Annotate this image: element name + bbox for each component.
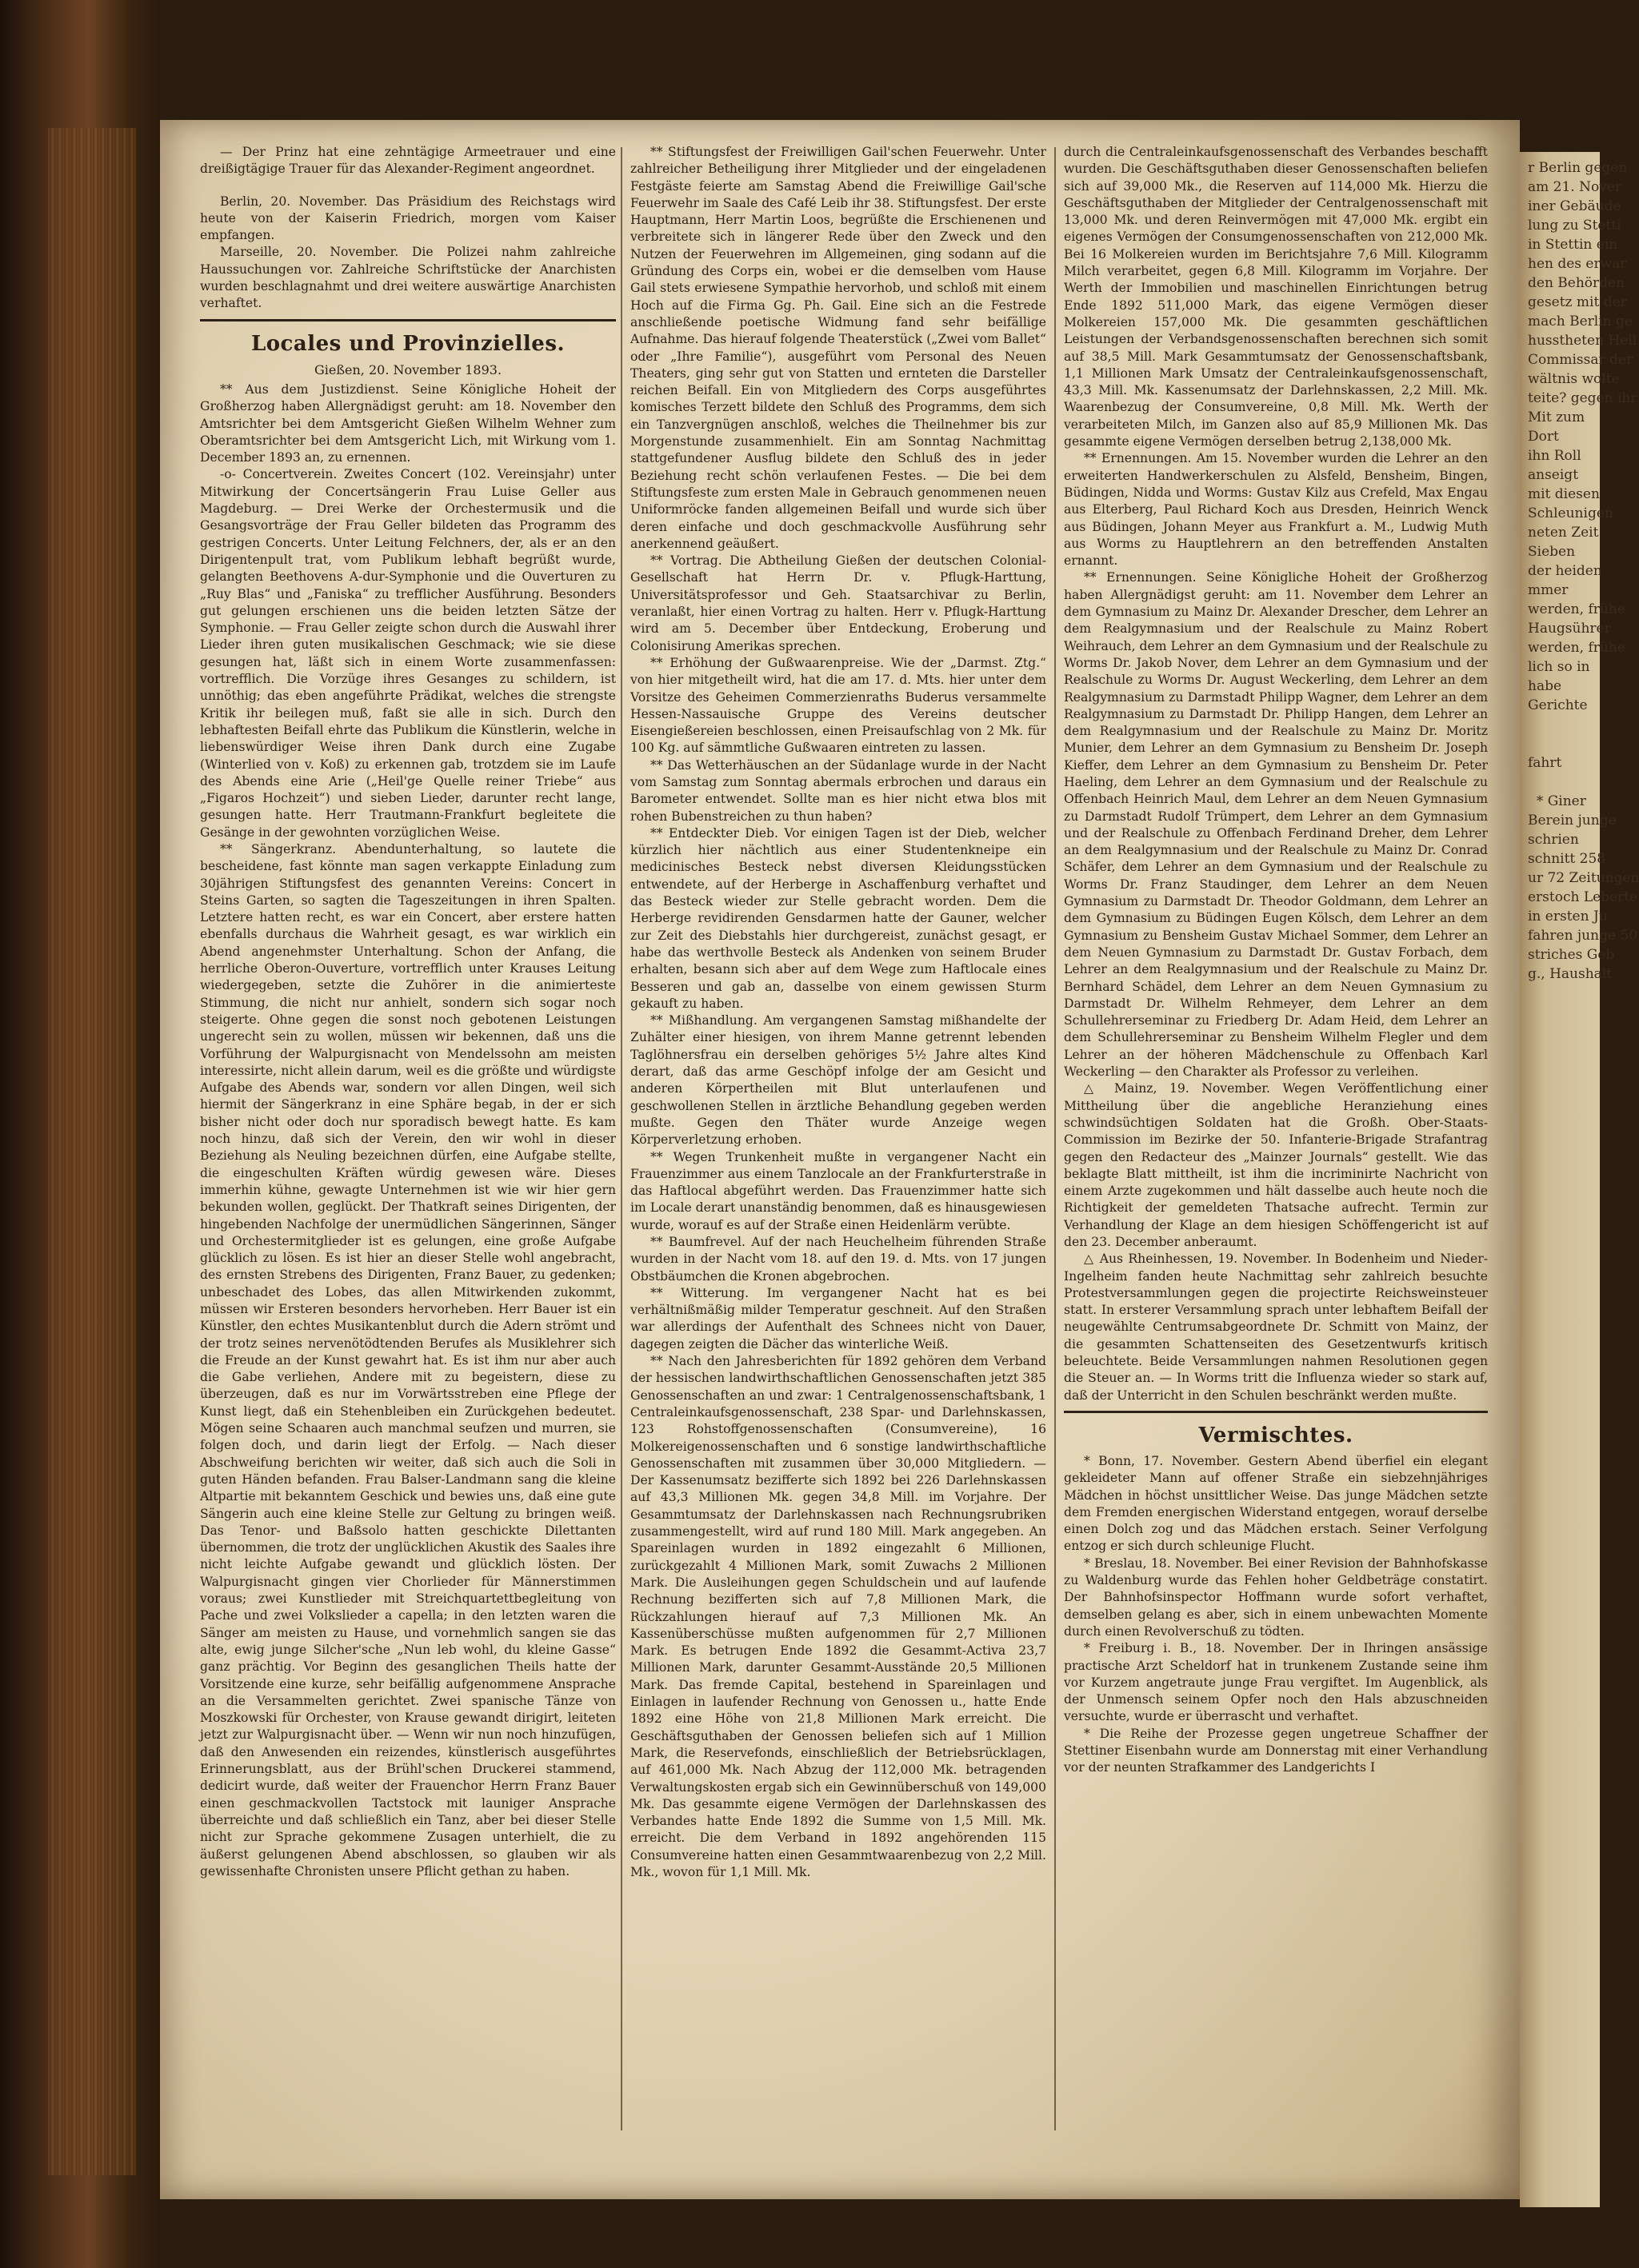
article-paragraph: ** Ernennungen. Am 15. November wurden die Lehrer an den erweiterten Handwerkerschulen zu Alsfeld, Bensheim, Bingen, Büdingen, Nidda und Worms: Gustav Kilz aus Crefeld, Max Engau aus Elterberg, Paul Richard Koch aus Dresden, Heinrich Wenck aus Büdingen, Johann Meyer aus Frankfurt a. M., Ludwig Muth aus Worms zu Hauptlehrern an den betreffenden Anstalten ernannt.	[1064, 451, 1488, 569]
section-divider	[200, 319, 616, 321]
article-paragraph: ** Nach den Jahresberichten für 1892 gehören dem Verband der hessischen landwirthschaftlichen Genossenschaften jetzt 385 Genossenschaften an und zwar: 1 Centralgenossenschaftsbank, 1 Centraleinkaufsgenossenschaft, 238 Spar- und Darlehnskassen, 123 Rohstoffgenossenschaften (Consumvereine), 16 Molkereigenossenschaften und 6 sonstige landwirthschaftliche Genossenschaften mit zusammen über 30,000 Mitgliedern. — Der Kassenumsatz bezifferte sich 1892 bei 226 Darlehnskassen auf 43,3 Millionen Mk. gegen 34,8 Mill. im Vorjahre. Der Gesammtumsatz der Darlehnskassen nach Rechnungsrubriken zusammengestellt, wird auf rund 180 Mill. Mark angegeben. An Spareinlagen wurden in 1892 eingezahlt 6 Millionen, zurückgezahlt 4 Millionen Mark, somit Zuwachs 2 Millionen Mark. Die Ausleihungen gegen Schuldschein und auf laufende Rechnung bezifferten sich auf 7,8 Millionen Mark, die Rückzahlungen hierauf auf 7,3 Millionen Mk. An Kassenüberschüsse mußten aufgenommen für 2,7 Millionen Mark. Es betrugen Ende 1892 die Gesammt-Activa 23,7 Millionen Mark, darunter Gesammt-Ausstände 20,5 Millionen Mark. Das fremde Capital, bestehend in Spareinlagen und Einlagen in laufender Rechnung von Genossen u., hatte Ende 1892 eine Höhe von 21,8 Millionen Mark erreicht. Die Geschäftsguthaben der Genossen beliefen sich auf 1 Million Mark, die Reservefonds, einschließlich der Betriebsrücklagen, auf 461,000 Mk. Nach Abzug der 112,000 Mk. betragenden Verwaltungskosten ergab sich ein Gewinnüberschuß von 149,000 Mk. Das gesammte eigene Vermögen der Darlehnskassen des Verbandes hatte Ende 1892 die Summe von 1,5 Mill. Mk. erreicht. Die dem Verband in 1892 angehörenden 115 Consumvereine hatten einen Gesammtwaarenbezug von 2,2 Mill. Mk., wovon für 1,1 Mill. Mk.	[630, 1354, 1046, 1879]
article-paragraph: ** Erhöhung der Gußwaarenpreise. Wie der „Darmst. Ztg.“ von hier mitgetheilt wird, hat die am 17. d. Mts. hier unter dem Vorsitze des Geheimen Commerzienraths Buderus versammelte Hessen-Nassauische Gruppe des Vereins deutscher Eisengießereien beschlossen, einen Preisaufschlag von 2 Mk. für 100 Kg. auf sämmtliche Gußwaaren eintreten zu lassen.	[630, 655, 1046, 756]
article-paragraph: △ Aus Rheinhessen, 19. November. In Bodenheim und Nieder-Ingelheim fanden heute Nachmittag sehr zahlreich besuchte Protestversammlungen gegen die projectirte Reichsweinsteuer statt. In ersterer Versammlung sprach unter lebhaftem Beifall der neugewählte Centrumsabgeordnete Dr. Schmitt von Mainz, der die gesammten Schattenseiten des Gesetzentwurfs kritisch beleuchtete. Beide Versammlungen nahmen Resolutionen gegen die Steuer an. — In Worms tritt die Influenza wieder so stark auf, daß der Unterricht in den Schulen beschränkt werden mußte.	[1064, 1252, 1488, 1403]
next-page-text: r Berlin gegen am 21. Nover iner Gebäude lung zu Stetti in Stettin ein hen des erwar den Behörden gesetz mit der mach Berlin ge husstheten Heil Commissar der wältnis wolte teite? gegen ihr Mit zum Dort ihn Roll anseigt mit diesen Schleunigen neten Zeit Sieben der heiden mmer werden, frühe Haugsührer werden, frühe lich so in habe Gerichte fahrt * Giner Berein junge schrien schnitt 258 ur 72 Zeitungen erstoch Leberte in ersten Ju fahren junge 50 striches Geb g., Haushalt	[1528, 160, 1639, 982]
dateline: Gießen, 20. November 1893.	[314, 361, 502, 377]
article-paragraph: ** Aus dem Justizdienst. Seine Königliche Hoheit der Großherzog haben Allergnädigst geruht: am 18. November den Amtsrichter bei dem Amtsgericht Gießen Wilhelm Wehner zum Oberamtsrichter bei dem Amtsgericht Lich, mit Wirkung vom 1. December 1893 an, zu ernennen.	[200, 381, 616, 465]
article-paragraph: * Freiburg i. B., 18. November. Der in Ihringen ansässige practische Arzt Scheldorf hat in trunkenem Zustande seine ihm vor Kurzem angetraute junge Frau vergiftet. Im Augenblick, als der Unmensch seinem Opfer noch den Hals abzuschneiden versuchte, wurde er überrascht und verhaftet.	[1064, 1641, 1488, 1724]
newspaper-page	[160, 120, 1520, 2199]
column-divider	[621, 147, 622, 2130]
article-paragraph: ** Vortrag. Die Abtheilung Gießen der deutschen Colonial-Gesellschaft hat Herrn Dr. v. Pflugk-Harttung, Universitätsprofessor und Geh. Staatsarchivar zu Berlin, veranlaßt, hier einen Vortrag zu halten. Herr v. Pflugk-Harttung wird am 5. December über Entdeckung, Eroberung und Colonisirung Amerikas sprechen.	[630, 553, 1046, 653]
column-2	[630, 144, 1046, 1881]
section-divider	[1064, 1411, 1488, 1413]
article-paragraph: ** Entdeckter Dieb. Vor einigen Tagen ist der Dieb, welcher kürzlich hier nächtlich aus einer Studentenkneipe ein medicinisches Besteck nebst diversen Kleidungsstücken entwendete, auf der Herberge in Aschaffenburg verhaftet und das Besteck wieder zur Stelle gebracht worden. Dem die Herberge revidirenden Gensdarmen hatte der Gauner, welcher zur Zeit des Diebstahls hier durchgereist, zunächst gesagt, er habe das werthvolle Besteck als Andenken von seinem Bruder erhalten, besann sich aber auf dem Wege zum Haftlocale eines Besseren und gab an, dasselbe von einem gewissen Sturm gekauft zu haben.	[630, 825, 1046, 1011]
article-paragraph: — Der Prinz hat eine zehntägige Armeetrauer und eine dreißigtägige Trauer für das Alexander-Regiment angeordnet.	[200, 145, 616, 177]
article-paragraph: * Die Reihe der Prozesse gegen ungetreue Schaffner der Stettiner Eisenbahn wurde am Donnerstag mit einer Verhandlung vor der neunten Strafkammer des Landgerichts I	[1064, 1726, 1488, 1775]
article-paragraph: * Breslau, 18. November. Bei einer Revision der Bahnhofskasse zu Waldenburg wurde das Fehlen hoher Geldbeträge constatirt. Der Bahnhofsinspector Hoffmann wurde sofort verhaftet, demselben gelang es aber, sich in einem unbewachten Momente durch einen Revolverschuß zu tödten.	[1064, 1555, 1488, 1639]
next-page-edge	[1520, 152, 1639, 2207]
column-1	[200, 144, 616, 1880]
article-paragraph: ** Mißhandlung. Am vergangenen Samstag mißhandelte der Zuhälter einer hiesigen, von ihrem Manne getrennt lebenden Taglöhnersfrau ein derselben gehöriges 5½ Jahre altes Kind derart, daß das arme Geschöpf infolge der am Gesicht und anderen Körpertheilen mit Blut unterlaufenen und geschwollenen Stellen in ärztliche Behandlung gegeben werden mußte. Gegen den Thäter wurde Anzeige wegen Körperverletzung erhoben.	[630, 1013, 1046, 1148]
book-binding	[0, 0, 160, 2268]
article-paragraph: durch die Centraleinkaufsgenossenschaft des Verbandes beschafft wurden. Die Geschäftsguthaben dieser Genossenschaften beliefen sich auf 39,000 Mk., die Reserven auf 114,000 Mk. Hierzu die Geschäftsguthaben der Mitglieder der Centralgenossenschaft mit 13,000 Mk. und deren Reinvermögen mit 47,000 Mk. ergibt ein eigenes Vermögen der Consumgenossenschaften von 212,000 Mk. Bei 16 Molkereien wurden im Berichtsjahre 7,6 Mill. Kilogramm Milch verarbeitet, gegen 6,8 Mill. Kilogramm im Vorjahre. Der Werth der Immobilien und maschinellen Einrichtungen betrug Ende 1892 511,000 Mark, das eigene Vermögen dieser Molkereien 157,000 Mk. Die gesammten geschäftlichen Leistungen der Verbandsgenossenschaften berechnen sich somit auf 38,5 Mill. Mark Gesammtumsatz der Genossenschaftsbank, 1,1 Millionen Mark Umsatz der Centraleinkaufsgenossenschaft, 43,3 Mill. Mk. Kassenumsatz der Darlehnskassen, 2,2 Mill. Mk. Waarenbezug der Consumvereine, 0,8 Mill. Mk. Werth der verarbeiteten Milch, im Ganzen also auf 85,9 Millionen Mk. Das gesammte eigene Vermögen derselben betrug 2,138,000 Mk.	[1064, 145, 1488, 449]
article-paragraph: ** Das Wetterhäuschen an der Südanlage wurde in der Nacht vom Samstag zum Sonntag abermals erbrochen und daraus ein Barometer entwendet. Sollte man es hier nicht etwa blos mit rohen Bubenstreichen zu thun haben?	[630, 757, 1046, 824]
section-title: Locales und Provinzielles.	[250, 331, 566, 356]
article-paragraph: ** Stiftungsfest der Freiwilligen Gail'schen Feuerwehr. Unter zahlreicher Betheiligung ihrer Mitglieder und der eingeladenen Festgäste feierte am Samstag Abend die Freiwillige Gail'sche Feuerwehr im Saale des Café Leib ihr 38. Stiftungsfest. Der erste Hauptmann, Herr Martin Loos, begrüßte die Erschienenen und verbreitete sich in längerer Rede über den Zweck und den Nutzen der Feuerwehren im Allgemeinen, ging sodann auf die Gründung des Corps ein, wobei er die demselben vom Hause Gail stets erwiesene Sympathie hervorhob, und schloß mit einem Hoch auf die Firma Gg. Ph. Gail. Eine sich an die Festrede anschließende poetische Widmung fand sehr beifällige Aufnahme. Das hierauf folgende Theaterstück („Zwei vom Ballet“ oder „Ihre Familie“), ausgeführt vom Personal des Neuen Theaters, ging sehr gut von Statten und ernteten die Darsteller reichen Beifall. Ein von Mitgliedern des Corps ausgeführtes komisches Terzett bildete den Schluß des Programms, dem sich ein Tanzvergnügen anschloß, welches die Theilnehmer bis zur Morgenstunde zusammenhielt. Ein am Sonntag Nachmittag stattgefundener Ausflug bildete den Schluß des in jeder Beziehung recht schön verlaufenen Festes. — Die bei dem Stiftungsfeste zum ersten Male in Gebrauch genommenen neuen Uniformröcke fanden allgemeinen Beifall und wurde sich über deren einfache und doch geschmackvolle Ausführung sehr anerkennend geäußert.	[630, 145, 1046, 551]
article-paragraph: ** Wegen Trunkenheit mußte in vergangener Nacht ein Frauenzimmer aus einem Tanzlocale an der Frankfurterstraße in das Haftlocal abgeführt werden. Das Frauenzimmer hatte sich im Locale derart unanständig benommen, daß es hinausgewiesen wurde, worauf es auf der Straße einen Heidenlärm verübte.	[630, 1149, 1046, 1232]
column-3	[1064, 144, 1488, 1777]
article-paragraph: -o- Concertverein. Zweites Concert (102. Vereinsjahr) unter Mitwirkung der Concertsängerin Frau Luise Geller aus Magdeburg. — Drei Werke der Orchestermusik und die Gesangsvorträge der Frau Geller bildeten das Programm des gestrigen Concerts. Unter Leitung Felchners, der, als er an den Dirigentenpult trat, vom Publikum lebhaft begrüßt wurde, gelangten Beethovens A-dur-Symphonie und die Ouverturen zu „Ruy Blas“ und „Faniska“ zu trefflicher Ausführung. Besonders gut gelungen erschienen uns die beiden letzten Sätze der Symphonie. — Frau Geller zeigte schon durch die Auswahl ihrer Lieder ihren guten musikalischen Geschmack; wie sie diese gesungen hat, läßt sich in einem Worte zusammenfassen: vortrefflich. Die Vorzüge ihres Gesanges zu schildern, ist unnöthig; das eben angeführte Prädikat, welches die strengste Kritik ihr beilegen muß, faßt sie alle in sich. Durch den lebhaftesten Beifall ehrte das Publikum die Künstlerin, welche in liebenswürdiger Weise ihren Dank durch eine Zugabe (Winterlied von v. Koß) zu erkennen gab, trotzdem sie im Laufe des Abends eine Arie („Heil'ge Quelle reiner Triebe“ aus „Figaros Hochzeit“) und sieben Lieder, darunter recht lange, gesungen hatte. Herr Trautmann-Frankfurt begleitete die Gesänge in der gewohnten vorzüglichen Weise.	[200, 467, 616, 840]
article-paragraph: ** Sängerkranz. Abendunterhaltung, so lautete die bescheidene, fast könnte man sagen verkappte Einladung zum 30jährigen Stiftungsfest des genannten Vereins: Concert in Steins Garten, so sagten die Tageszeitungen in ihren Spalten. Letztere hatten recht, es war ein Concert, aber erstere hatten ebenfalls durchaus die Wahrheit gesagt, es war wirklich ein Abend angenehmster Unterhaltung. Schon der Anfang, die herrliche Oberon-Ouverture, vortrefflich unter Krauses Leitung wiedergegeben, setzte die Zuhörer in die animierteste Stimmung, die nicht nur anhielt, sondern sich sogar noch steigerte. Ohne gegen die sonst noch gebotenen Leistungen ungerecht sein zu wollen, müssen wir bekennen, daß uns die Vorführung der Walpurgisnacht von Mendelssohn am meisten interessirte, nicht allein darum, weil es die größte und würdigste Aufgabe des Abends war, sondern vor allen Dingen, weil sich hiermit der Sängerkranz in eine Sphäre begab, in der er sich bisher nicht oder doch nur sporadisch bewegt hatte. Es kam noch hinzu, daß sich der Verein, den wir wohl in dieser Beziehung als Neuling bezeichnen dürfen, eine Aufgabe stellte, die eingeschulten Kräften würdig gewesen wäre. Dieses immerhin kühne, gewagte Unternehmen ist wie wir hier gern bekunden wollen, geglückt. Der Thatkraft seines Dirigenten, der hingebenden Nachfolge der unermüdlichen Sängerinnen, Sänger und Orchestermitglieder ist es gelungen, eine große Aufgabe glücklich zu lösen. Es ist hier an dieser Stelle wohl angebracht, des ernsten Strebens des Dirigenten, Franz Bauer, zu gedenken; unbeschadet des Lobes, das allen Mitwirkenden zukommt, müssen wir Ersteren besonders hervorheben. Herr Bauer ist ein Künstler, den echtes Musikantenblut durch die Adern strömt und der trotz seines nervenötödtenden Berufes als Musiklehrer sich die Freude an der Kunst gewahrt hat. Es ist ihm nur aber auch die Gabe verliehen, Andere mit zu begeistern, diese zu überzeugen, daß es nur im Vorwärtsstreben eine Pflege der Kunst liegt, daß ein Stehenbleiben ein Zurückgehen bedeutet. Mögen seine Schaaren auch manchmal seufzen und murren, sie folgen doch, und darin liegt der Erfolg. — Nach dieser Abschweifung berichten wir weiter, daß sich auch die Soli in guten Händen befanden. Frau Balser-Landmann sang die kleine Altpartie mit bekanntem Geschick und bewies uns, daß eine gute Sängerin auch eine kleine Stelle zur Geltung zu bringen weiß. Das Tenor- und Baßsolo hatten geschickte Dilettanten übernommen, die trotz der unglücklichen Akustik des Saales ihre nicht leichte Aufgabe gewandt und glücklich lösten. Der Walpurgisnacht gingen vier Chorlieder für Männerstimmen voraus; zwei Kunstlieder mit Streichquartettbegleitung von Pache und zwei Volkslieder a capella; in den letzten waren die Sänger am meisten zu Hause, und vornehmlich sangen sie das alte, ewig junge Silcher'sche „Nun leb wohl, du kleine Gasse“ ganz prächtig. Vor Beginn des gesanglichen Theils hatte der Vorsitzende eine kurze, sehr beifällig aufgenommene Ansprache an die Versammelten gerichtet. Zwei spanische Tänze von Moszkowski für Orchester, von Krause gewandt dirigirt, leiteten jetzt zur Walpurgisnacht über. — Wenn wir nun noch hinzufügen, daß den Anwesenden ein reizendes, künstlerisch ausgeführtes Erinnerungsblatt, aus der Brühl'schen Druckerei stammend, dedicirt wurde, daß weiter der Frauenchor Herrn Franz Bauer einen geschmackvollen Tactstock mit launiger Ansprache überreichte und daß schließlich ein Tanz, aber bei dieser Stelle nicht zur Sprache gekommene Zusagen unterhielt, die zu äußerst gelungenen Abend abschlossen, so glauben wir als gewissenhafte Chronisten unsere Pflicht gethan zu haben.	[200, 841, 616, 1879]
article-paragraph: Marseille, 20. November. Die Polizei nahm zahlreiche Haussuchungen vor. Zahlreiche Schriftstücke der Anarchisten wurden beschlagnahmt und drei weitere auswärtige Anarchisten verhaftet.	[200, 245, 616, 311]
article-paragraph: △ Mainz, 19. November. Wegen Veröffentlichung einer Mittheilung über die angebliche Heranziehung eines schwindsüchtigen Soldaten hat die Großh. Ober-Staats-Commission im Bezirke der 50. Infanterie-Brigade Strafantrag gegen den Redacteur des „Mainzer Journals“ gestellt. Wie das beklagte Blatt mittheilt, ist ihm die incriminirte Nachricht von einem Arzte zugekommen und hält dasselbe auch heute noch die Richtigkeit der gemeldeten Thatsache aufrecht. Termin zur Verhandlung der Klage an dem hiesigen Schöffengericht ist auf den 23. December anberaumt.	[1064, 1081, 1488, 1249]
article-paragraph: ** Baumfrevel. Auf der nach Heuchelheim führenden Straße wurden in der Nacht vom 18. auf den 19. d. Mts. von 17 jungen Obstbäumchen die Kronen abgebrochen.	[630, 1235, 1046, 1284]
article-paragraph: Berlin, 20. November. Das Präsidium des Reichstags wird heute von der Kaiserin Friedrich, morgen vom Kaiser empfangen.	[200, 194, 616, 243]
article-paragraph: ** Ernennungen. Seine Königliche Hoheit der Großherzog haben Allergnädigst geruht: am 11. November dem Lehrer an dem Gymnasium zu Mainz Dr. Alexander Drescher, dem Lehrer an dem Realgymnasium und der Realschule zu Mainz Robert Weihrauch, dem Lehrer an dem Gymnasium und der Realschule zu Worms Dr. Jakob Nover, dem Lehrer an dem Gymnasium und der Realschule zu Worms Dr. August Weckerling, dem Lehrer an dem Realgymnasium zu Darmstadt Philipp Wagner, dem Lehrer an dem Realgymnasium zu Darmstadt Dr. Philipp Hangen, dem Lehrer an dem Realgymnasium und der Realschule zu Mainz Dr. Moritz Munier, dem Lehrer an dem Gymnasium zu Bensheim Dr. Joseph Kieffer, dem Lehrer an dem Gymnasium zu Bensheim Dr. Peter Haeling, dem Lehrer an dem Gymnasium und der Realschule zu Offenbach Heinrich Maul, dem Lehrer an dem Neuen Gymnasium zu Darmstadt Rudolf Trümpert, dem Lehrer an dem Gymnasium und der Realschule zu Offenbach Ferdinand Dreher, dem Lehrer an dem Realgymnasium und der Realschule zu Mainz Dr. Conrad Schäfer, dem Lehrer an dem Gymnasium und der Realschule zu Worms Dr. Franz Staudinger, dem Lehrer an dem Neuen Gymnasium zu Darmstadt Dr. Theodor Goldmann, dem Lehrer an dem Gymnasium zu Büdingen Eugen Kölsch, dem Lehrer an dem Gymnasium zu Bensheim Gustav Michael Sommer, dem Lehrer an dem Neuen Gymnasium zu Darmstadt Dr. Gustav Forbach, dem Lehrer an dem Realgymnasium und der Realschule zu Mainz Dr. Bernhard Schädel, dem Lehrer an dem Neuen Gymnasium zu Darmstadt Dr. Wilhelm Rehmeyer, dem Lehrer an dem Schullehrerseminar zu Friedberg Dr. Adam Heid, dem Lehrer an dem Schullehrerseminar zu Bensheim Wilhelm Flegler und dem Lehrer an der höheren Mädchenschule zu Offenbach Karl Weckerling — den Charakter als Professor zu verleihen.	[1064, 570, 1488, 1080]
section-title: Vermischtes.	[1198, 1423, 1353, 1447]
column-divider	[1054, 147, 1056, 2130]
article-paragraph: ** Witterung. Im vergangener Nacht hat es bei verhältnißmäßig milder Temperatur geschneit. Auf den Straßen war allerdings der Aufenthalt des Schnees nicht von Dauer, dagegen zeigten die Dächer das winterliche Weiß.	[630, 1285, 1046, 1352]
article-paragraph: * Bonn, 17. November. Gestern Abend überfiel ein elegant gekleideter Mann auf offener Straße ein siebzehnjähriges Mädchen in höchst unsittlicher Weise. Das junge Mädchen setzte dem Fremden energischen Widerstand entgegen, worauf derselbe einen Dolch zog und das Mädchen erstach. Seiner Verfolgung entzog er sich durch schleunige Flucht.	[1064, 1453, 1488, 1554]
